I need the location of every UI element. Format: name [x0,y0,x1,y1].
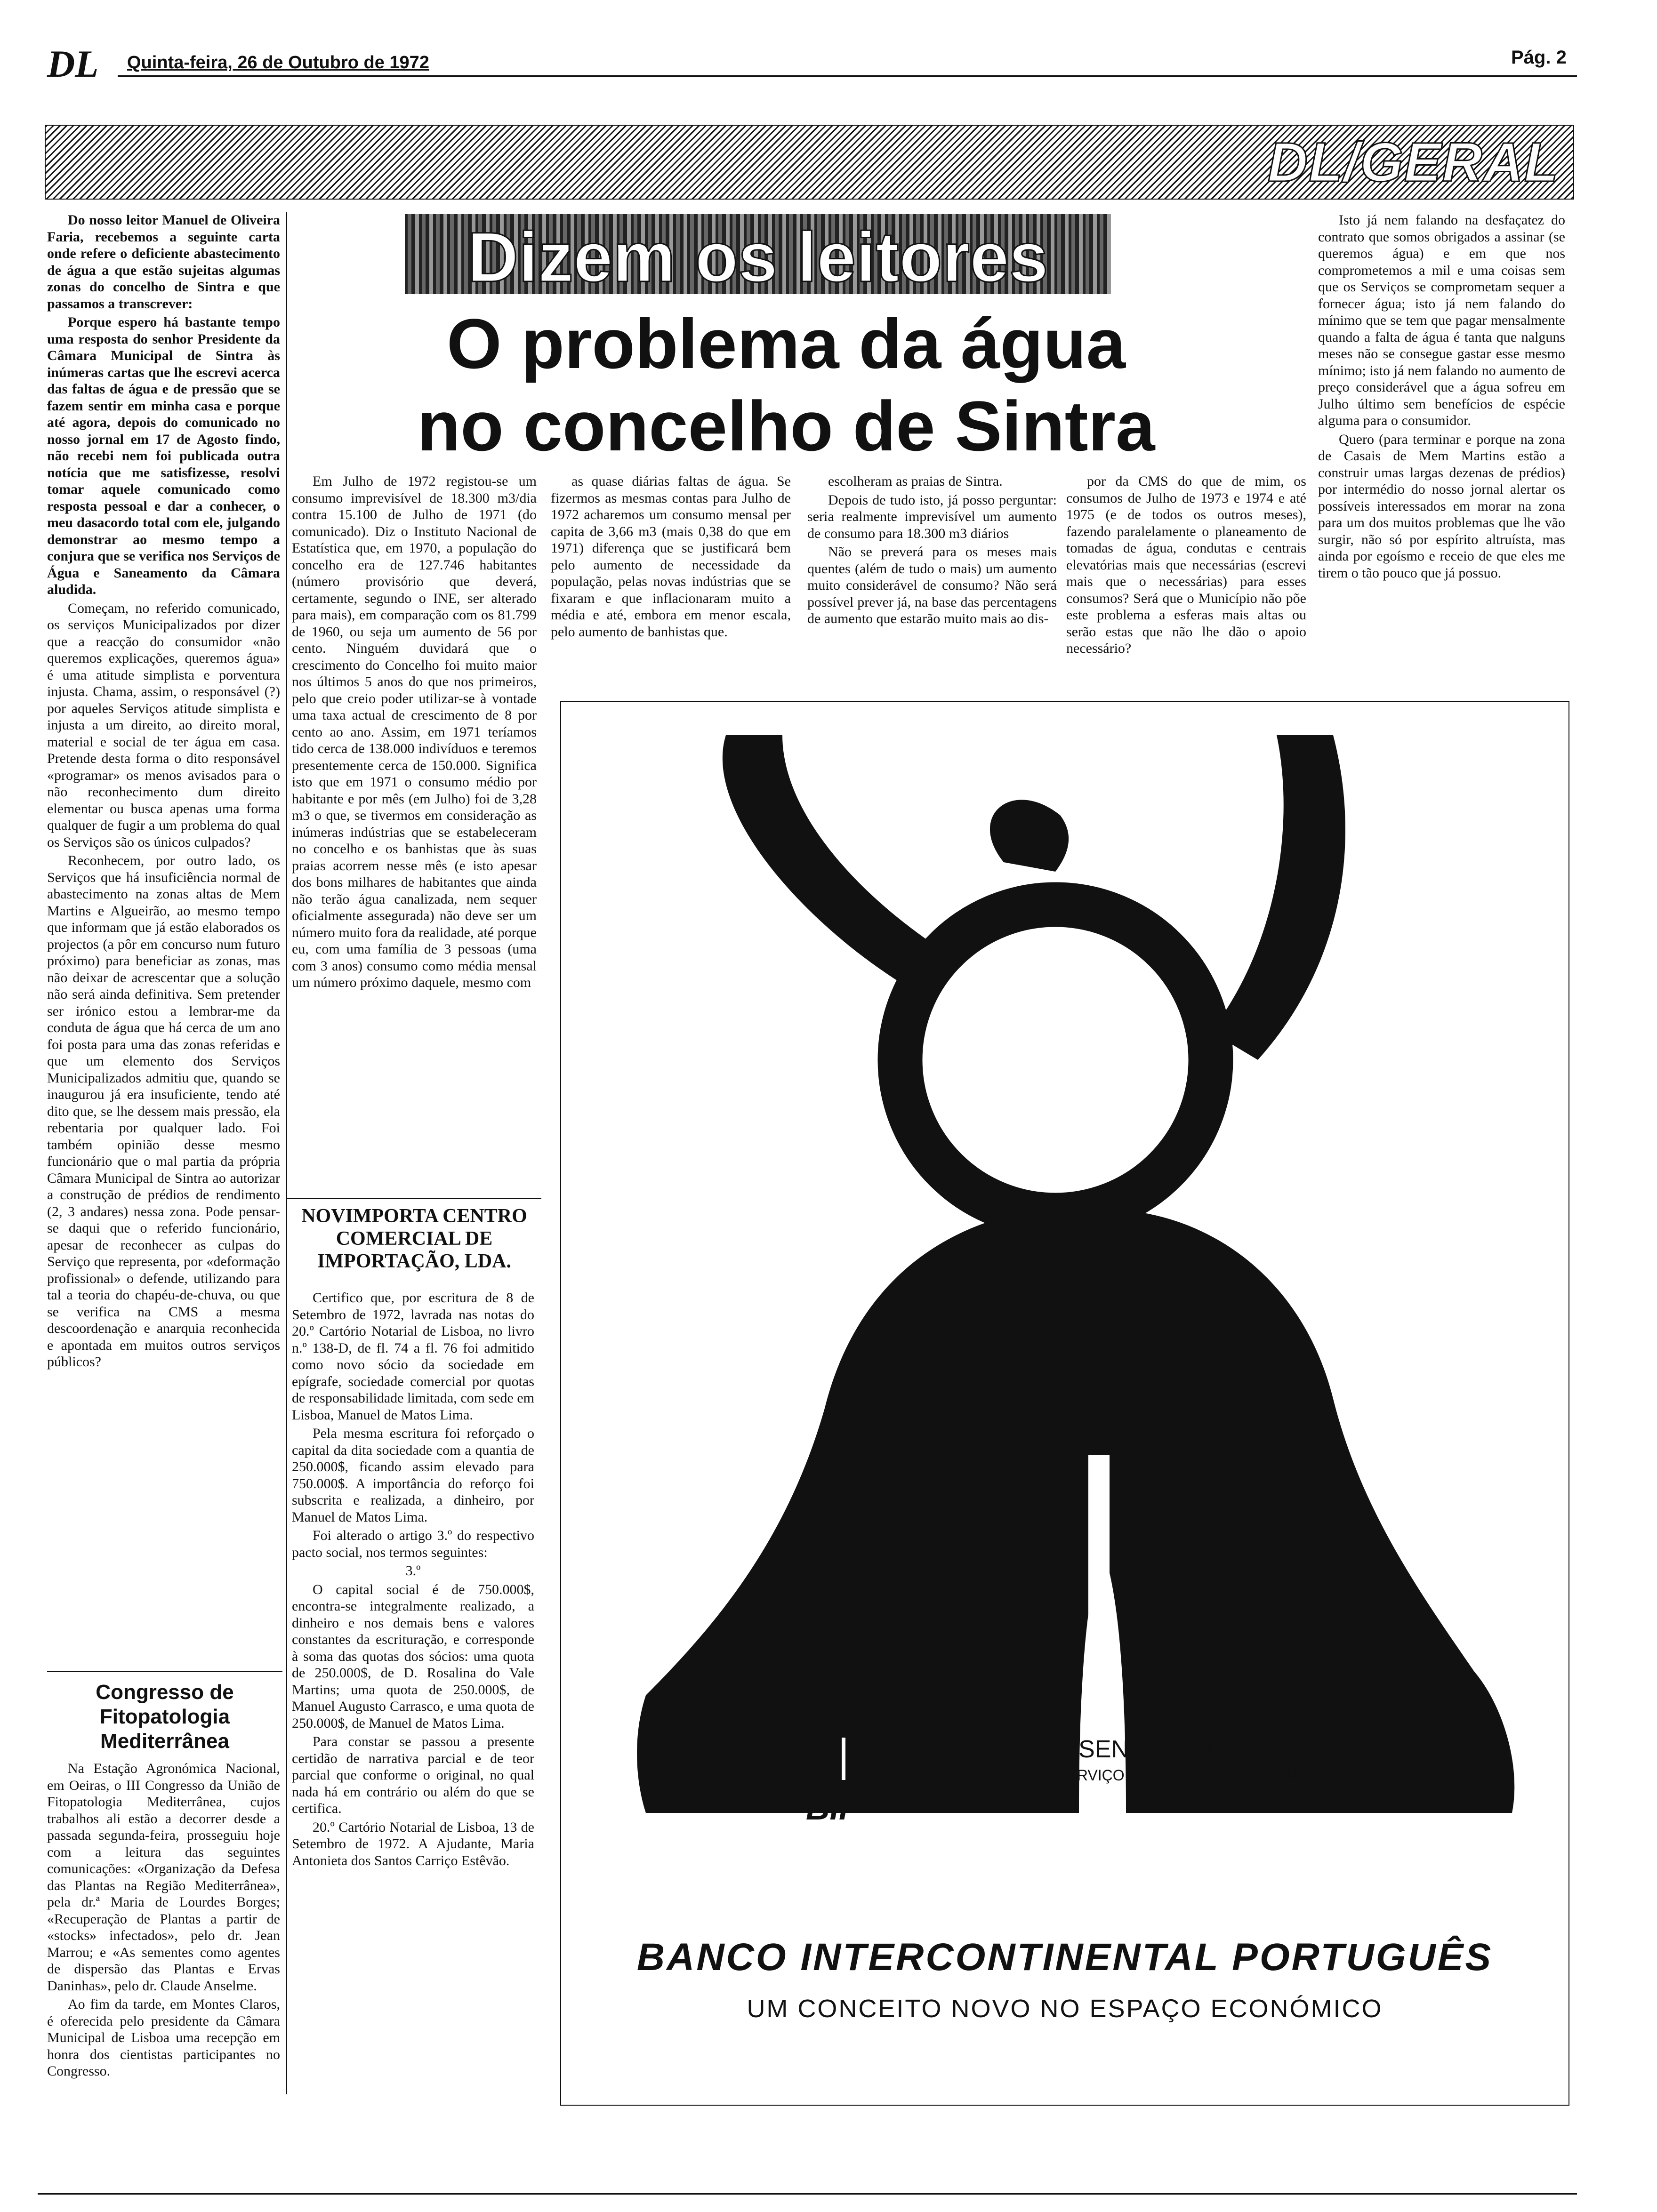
masthead-logo: DL [47,42,99,85]
masthead-date: Quinta-feira, 26 de Outubro de 1972 [127,53,429,72]
article-paragraph: Porque espero há bastante tempo uma resposta do senhor Presidente da Câmara Municipal de Sintra às inúmeras cartas que lhe escrevi acerca das faltas de água e de pressão que se fazem sentir em minha casa e porque até agora, depois do comunicado no nosso jornal em 17 de Agosto findo, não recebi nem foi publicada outra notícia que me satisfizesse, resolvi tomar aquele comunicado como resposta pessoal e dar a conhecer, o meu dasacordo total com ele, julgando demonstrar ao mesmo tempo a conjura que se verifica nos Serviços de Água e Saneamento da Câmara aludida. [47,314,280,597]
article-paragraph: Começam, no referido comunicado, os serviços Municipalizados por dizer que a reacção do consumidor «não queremos explicações, queremos água» é uma atitude simplista e porventura injusta. Chama, assim, o responsável (?) por aqueles Serviços atitude simplista e injusta a um direito, ao direito moral, material e social de ter água em casa. Pretende desta forma o dito responsável «programar» os menos avisados para o não reconhecimento dum direito elementar ou busca apenas uma forma qualquer de fugir a um problema do qual os Serviços são os únicos culpados? [47,600,280,850]
ad-bank-name: BANCO INTERCONTINENTAL PORTUGUÊS [636,1936,1493,1979]
article-paragraph: Reconhecem, por outro lado, os Serviços que há insuficiência normal de abastecimento na zonas altas de Mem Martins e Algueirão, ao mesmo tempo que informam que já estão elaborados os projectos (a pôr em concurso num futuro próximo) para beneficiar as zonas, mas não deixar de acrescentar que a solução não será ainda definitiva. Sem pretender ser irónico estou a lembrar-me da conduta de água que há cerca de um ano foi posta para uma das zonas referidas e que um elemento dos Serviços Municipalizados admitiu que, quando se inaugurou já era insuficiente, tendo até dito que, se lhe dessem mais pressão, ela rebentaria por qualquer lado. Foi também opinião desse mesmo funcionário que o mal partia da própria Câmara Municipal de Sintra ao autorizar a construção de prédios de rendimento (2, 3 andares) nessa zona. Pode pensar-se daqui que o referido funcionário, apesar de reconhecer as culpas do Serviço que representa, por «deformação profissional» o defende, utilizando para tal a teoria do chapéu-de-chuva, ou que se verifica na CMS a mesma descoordenação e anarquia reconhecida e apontada em muitos outros serviços públicos? [47,853,280,1370]
article-paragraph: Em Julho de 1972 registou-se um consumo imprevisível de 18.300 m3/dia contra 15.100 de Julho de 1971 (do comunicado). Diz o Instituto Nacional de Estatística que, em 1970, a população do concelho era de 127.746 habitantes (número provisório que deverá, certamente, segundo o INE, ser alterado para mais), em comparação com os 81.799 de 1960, ou seja um aumento de 56 por cento. Ninguém duvidará que o crescimento do Concelho foi muito maior nos últimos 5 anos do que nos primeiros, pelo que creio poder utilizar-se à vontade uma taxa actual de crescimento de 8 por cento ao ano. Assim, em 1971 teríamos tido cerca de 138.000 indivíduos e teremos presentemente cerca de 150.000. Significa isto que em 1971 o consumo médio por habitante e por mês (em Julho) foi de 3,28 m3 o que, se tivermos em consideração as inúmeras indústrias que se estabeleceram no concelho e os banhistas que às suas praias acorrem nesse mês (e isto apesar dos bons milhares de habitantes que ainda não terão água canalizada, nem sequer oficialmente assegurada) não deve ser um número muito fora da realidade, até porque eu, com uma família de 3 pessoas (uma com 3 anos) consumo como média mensal um número próximo daquele, mesmo com [292,473,537,990]
article-column-2 [292,473,537,1179]
notice-paragraph: Para constar se passou a presente certidão de narrativa parcial e de teor parcial que conforme o original, no qual nada há em contrário ou além do que se certifica. [292,1734,534,1816]
article-paragraph: Quero (para terminar e porque na zona de Casais de Mem Martins estão a construir umas largas dezenas de prédios) por intermédio do nosso jornal alertar os possíveis interessados em morar na zona para um dos muitos problemas que lhe vão surgir, não só por espírito altruísta, mas ainda por egoísmo e receio de que eles me tirem o tão pouco que já possuo. [1318,431,1565,581]
article-paragraph: por da CMS do que de mim, os consumos de Julho de 1973 e 1974 e até 1975 (e de todos os outros meses), fazendo paralelamente o planeamento de tomadas de água, condutas e centrais elevatórias mais que necessárias (escrevi mais que o necessárias) para esses consumos? Será que o Município não põe este problema a esferas mais altas ou serão estas que não lhe dão o apoio necessário? [1066,473,1306,656]
section-banner [45,125,1574,200]
article-kicker: Dizem os leitores [467,217,1048,297]
article-paragraph: Do nosso leitor Manuel de Oliveira Faria, recebemos a seguinte carta onde refere o deficiente abastecimento de água a que estão sujeitas algumas zonas do concelho de Sintra e que passamos a transcrever: [47,212,280,312]
article-column-3 [551,473,791,694]
masthead-rule [118,75,1577,77]
notice-rule [287,1198,541,1199]
article-paragraph: Depois de tudo isto, já posso perguntar: seria realmente imprevisível um aumento de consumo para 18.300 m3 diários [807,492,1057,541]
article-headline-line1: O problema da água [447,304,1126,383]
notice-paragraph: Certifico que, por escritura de 8 de Setembro de 1972, lavrada nas notas do 20.º Cartório Notarial de Lisboa, no livro n.º 138-D, de fl. 74 a fl. 76 foi admitido como novo sócio da sociedade em epígrafe, sociedade comercial por quotas de responsabilidade limitada, com sede em Lisboa, Manuel de Matos Lima. [292,1290,534,1423]
bank-advertisement [560,701,1569,2106]
article-paragraph: as quase diárias faltas de água. Se fizermos as mesmas contas para Julho de 1972 acharemos um consumo mensal per capita de 3,66 m3 (mais 0,38 do que em 1971) diferença que se justificará bem pelo aumento de necessidade da população, pelas novas indústrias que se fixaram e que inflacionaram muito a média e até, embora em menor escala, pelo aumento de banhistas que. [551,473,791,640]
article-paragraph: escolheram as praias de Sintra. [828,473,1003,489]
bip-logo-icon [796,1662,891,1785]
page-number: Pág. 2 [1511,47,1567,68]
congress-paragraph: Ao fim da tarde, em Montes Claros, é oferecida pelo presidente da Câmara Municipal de Lisboa uma recepção em honra dos cientistas participantes no Congresso. [47,1996,280,2079]
article-column-6 [1318,212,1565,697]
notice-paragraph: 20.º Cartório Notarial de Lisboa, 13 de Setembro de 1972. A Ajudante, Maria Antonieta dos Santos Carriço Estêvão. [292,1819,534,1868]
notice-paragraph: Pela mesma escritura foi reforçado o capital da dita sociedade com a quantia de 250.000$, ficando assim elevado para 750.000$. A importância do reforço foi subscrita e realizada, a dinheiro, por Manuel de Matos Lima. [292,1426,534,1525]
notice-paragraph: Foi alterado o artigo 3.º do respectivo pacto social, nos termos seguintes: [292,1528,534,1560]
ad-tagline-primary: PRESENTE NA MADEIRA [1028,1736,1318,1763]
notice-title: NOVIMPORTA CENTRO COMERCIAL DE IMPORTAÇÃO, LDA. [301,1205,527,1272]
congress-body [47,1760,280,2184]
abstract-figure-illustration [561,702,1569,2105]
column-divider [286,212,287,2094]
notice-body [292,1290,534,2146]
page-bottom-rule [38,2193,1577,2195]
article-paragraph: Isto já nem falando na desfaçatez do contrato que somos obrigados a assinar (se queremos água) e em que nos comprometemos a mil e uma coisas sem que os Serviços se comprometam sequer a fornecer água; isto já nem falando do mínimo que se tem que pagar mensalmente quando a falta de água é tanta que nalguns meses não se consegue gastar esse mesmo mínimo; isto já nem falando no aumento de preço considerável que a água sofreu em Julho último sem benefícios de espécie alguma para o consumidor. [1318,212,1565,428]
bip-logo-text: BIP [806,1790,861,1827]
article-column-1 [47,212,280,1666]
notice-paragraph: O capital social é de 750.000$, encontra-se integralmente realizado, a dinheiro e nos demais bens e valores constantes da escrituração, e corresponde à soma das quotas dos sócios: uma quota de 250.000$, de D. Rosalina do Vale Martins; uma quota de 250.000$, de Manuel Augusto Carrasco, e uma quota de 250.000$, de Manuel de Matos Lima. [292,1581,534,1731]
congress-rule [47,1671,282,1672]
congress-paragraph: Na Estação Agronómica Nacional, em Oeiras, o III Congresso da União de Fitopatologia Mediterrânea, cujos trabalhos ali estão a decorrer desde a passada segunda-feira, prosseguiu hoje com a leitura das seguintes comunicações: «Organização da Defesa das Plantas na Região Mediterrânea», pela dr.ª Maria de Lourdes Borges; «Recuperação de Plantas a partir de «stocks» infectados», pelo dr. Jean Marrou; e «As sementes como agentes de dispersão das Plantas e Ervas Daninhas», pelo dr. Claude Anselme. [47,1761,280,1994]
notice-paragraph: 3.º [405,1563,421,1579]
article-column-4 [807,473,1057,694]
article-headline-line2: no concelho de Sintra [417,386,1155,465]
congress-title: Congresso de Fitopatologia Mediterrânea [96,1681,234,1753]
article-paragraph: Não se preverá para os meses mais quentes (além de tudo o mais) um aumento muito considerável de consumo? Não será possível prever já, na base das percentagens de aumento que estarão muito mais ao dis- [807,544,1057,626]
section-banner-label: DL/GERAL [1267,131,1559,193]
ad-slogan: UM CONCEITO NOVO NO ESPAÇO ECONÓMICO [747,1995,1383,2023]
article-column-5 [1066,473,1306,694]
ad-tagline-secondary: AO SERVIÇO DA ECONOMIA NACIONAL [1031,1767,1315,1784]
